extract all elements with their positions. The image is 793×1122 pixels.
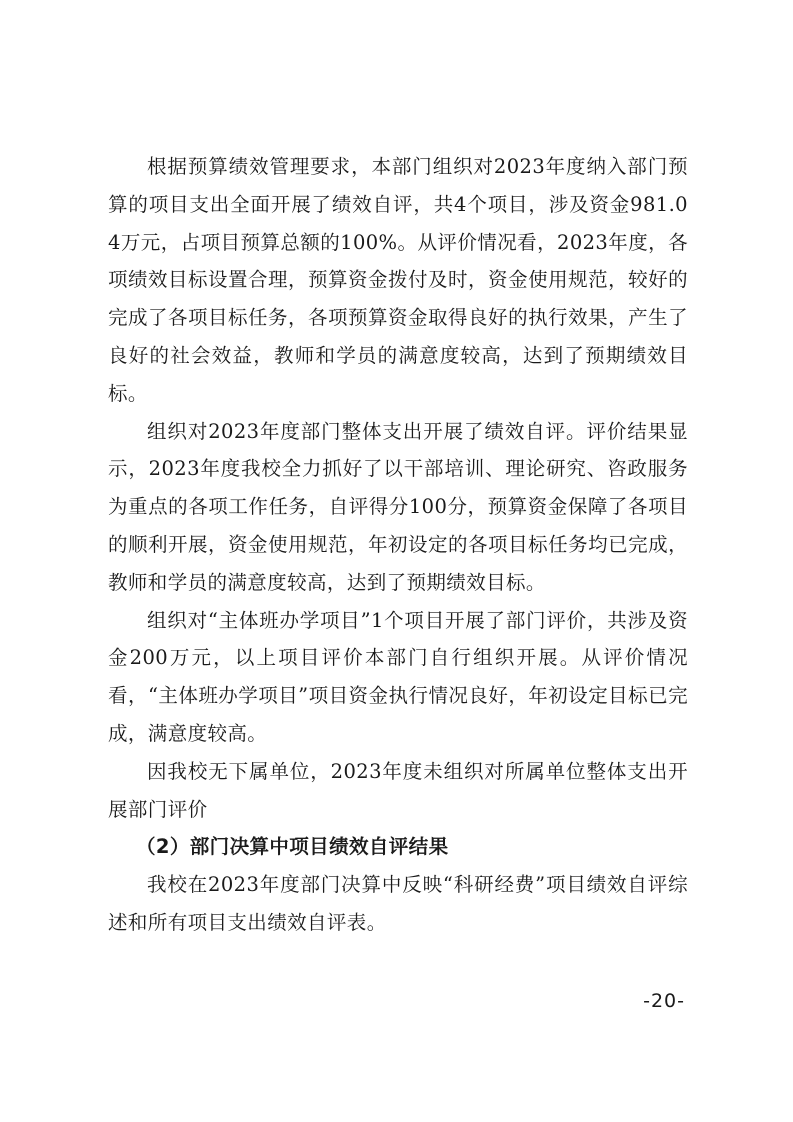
- section-heading: （2）部门决算中项目绩效自评结果: [136, 835, 449, 859]
- paragraph-overall-expenditure: 组织对2023年度部门整体支出开展了绩效自评。评价结果显示，2023年度我校全力抓好了以干部培训、理论研究、咨政服务为重点的各项工作任务，自评得分100分，预算资金保障了各项目的顺利开展，资金使用规范，年初设定的各项目标任务均已完成，教师和学员的满意度较高，达到了预期绩效目标。: [108, 419, 688, 594]
- document-body: [108, 148, 688, 942]
- paragraph-performance-self-evaluation: 根据预算绩效管理要求，本部门组织对2023年度纳入部门预算的项目支出全面开展了绩效自评，共4个项目，涉及资金981.04万元，占项目预算总额的100%。从评价情况看，2023年度，各项绩效目标设置合理，预算资金拨付及时，资金使用规范，较好的完成了各项目标任务，各项预算资金取得良好的执行效果，产生了良好的社会效益，教师和学员的满意度较高，达到了预期绩效目标。: [108, 155, 688, 405]
- paragraph-department-evaluation: 组织对“主体班办学项目”1个项目开展了部门评价，共涉及资金200万元，以上项目评价本部门自行组织开展。从评价情况看，“主体班办学项目”项目资金执行情况良好，年初设定目标已完成，满意度较高。: [108, 608, 688, 745]
- paragraph-closing: 我校在2023年度部门决算中反映“科研经费”项目绩效自评综述和所有项目支出绩效自评表。: [108, 873, 688, 934]
- paragraph-subordinate-units: 因我校无下属单位，2023年度未组织对所属单位整体支出开展部门评价: [108, 759, 688, 821]
- page-number: -20-: [643, 990, 685, 1012]
